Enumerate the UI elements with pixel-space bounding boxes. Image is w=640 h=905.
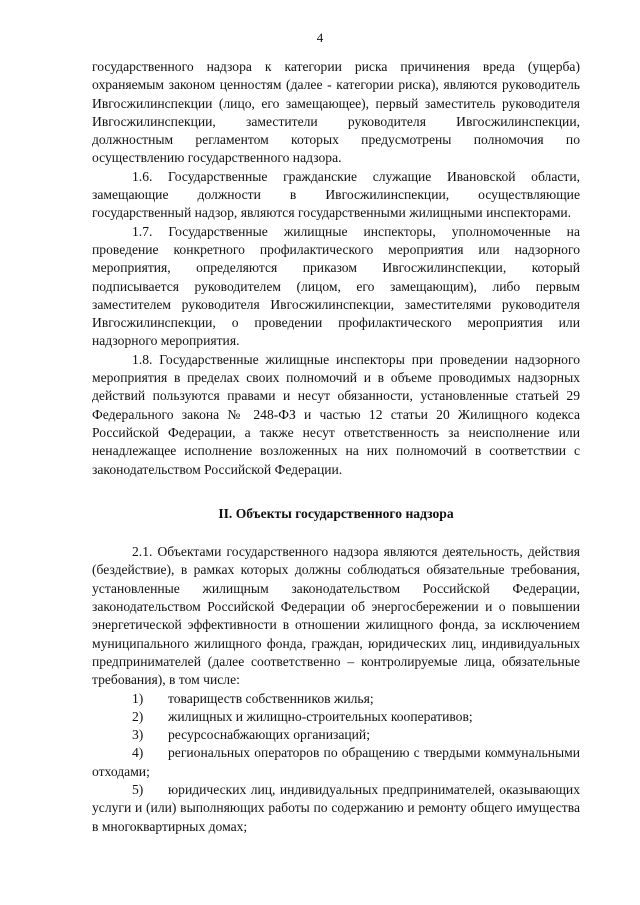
- list-item-text: юридических лиц, индивидуальных предпринимателей, оказывающих услуги и (или) выполняющих работы по содержанию и ремонту общего имущества в многоквартирных домах;: [92, 781, 580, 834]
- paragraph-1-7: 1.7. Государственные жилищные инспекторы, уполномоченные на проведение конкретного профилактического мероприятия или надзорного мероприятия, определяются приказом Ивгосжилинспекции, который подписывается руководителем (лицом, его замещающим), либо первым заместителем руководителя Ивгосжилинспекции, заместителями руководителя Ивгосжилинспекции, о проведении профилактического мероприятия или надзорного мероприятия.: [92, 223, 580, 349]
- paragraph-1-6: 1.6. Государственные гражданские служащие Ивановской области, замещающие должности в Ивгосжилинспекции, осуществляющие государственный надзор, являются государственными жилищными инспекторами.: [92, 168, 580, 221]
- list-item: [92, 781, 580, 836]
- list-item-number: 3): [132, 727, 144, 743]
- list-item-number: 2): [132, 708, 144, 724]
- list-item-text: товариществ собственников жилья;: [168, 690, 374, 706]
- document-body: [92, 58, 580, 836]
- list-item: [92, 744, 580, 781]
- paragraph-1-8: 1.8. Государственные жилищные инспекторы при проведении надзорного мероприятия в пределах своих полномочий и в объеме проводимых надзорных действий пользуются правами и несут обязанности, установленные статьей 29 Федерального закона № 248-ФЗ и частью 12 статьи 20 Жилищного кодекса Российской Федерации, а также несут ответственность за неисполнение или ненадлежащее исполнение возложенных на них полномочий в соответствии с законодательством Российской Федерации.: [92, 351, 580, 477]
- page-number: 4: [316, 30, 324, 45]
- list-item: [92, 708, 580, 726]
- paragraph-continuation: государственного надзора к категории риска причинения вреда (ущерба) охраняемым законом ценностям (далее - категории риска), являются руководитель Ивгосжилинспекции (лицо, его замещающее), первый заместитель руководителя Ивгосжилинспекции, заместители руководителя Ивгосжилинспекции, должностным регламентом которых предусмотрены полномочия по осуществлению государственного надзора.: [92, 59, 580, 166]
- section-heading: II. Объекты государственного надзора: [218, 505, 454, 521]
- list-item-text: жилищных и жилищно-строительных кооперативов;: [168, 708, 473, 724]
- list-item-number: 1): [132, 690, 144, 706]
- list-item: [92, 726, 580, 744]
- list-item-text: региональных операторов по обращению с твердыми коммунальными отходами;: [92, 745, 580, 779]
- paragraph-2-1: 2.1. Объектами государственного надзора являются деятельность, действия (бездействие), в рамках которых должны соблюдаться обязательные требования, установленные жилищным законодательством Российской Федерации, законодательством Российской Федерации об энергосбережении и о повышении энергетической эффективности в отношении жилищного фонда, за исключением муниципального жилищного фонда, граждан, юридических лиц, индивидуальных предпринимателей (далее соответственно – контролируемые лица, обязательные требования), в том числе:: [92, 544, 580, 688]
- list-item-number: 5): [132, 781, 144, 797]
- list-item-number: 4): [132, 745, 144, 761]
- list-item-text: ресурсоснабжающих организаций;: [168, 727, 370, 743]
- list-item: [92, 690, 580, 708]
